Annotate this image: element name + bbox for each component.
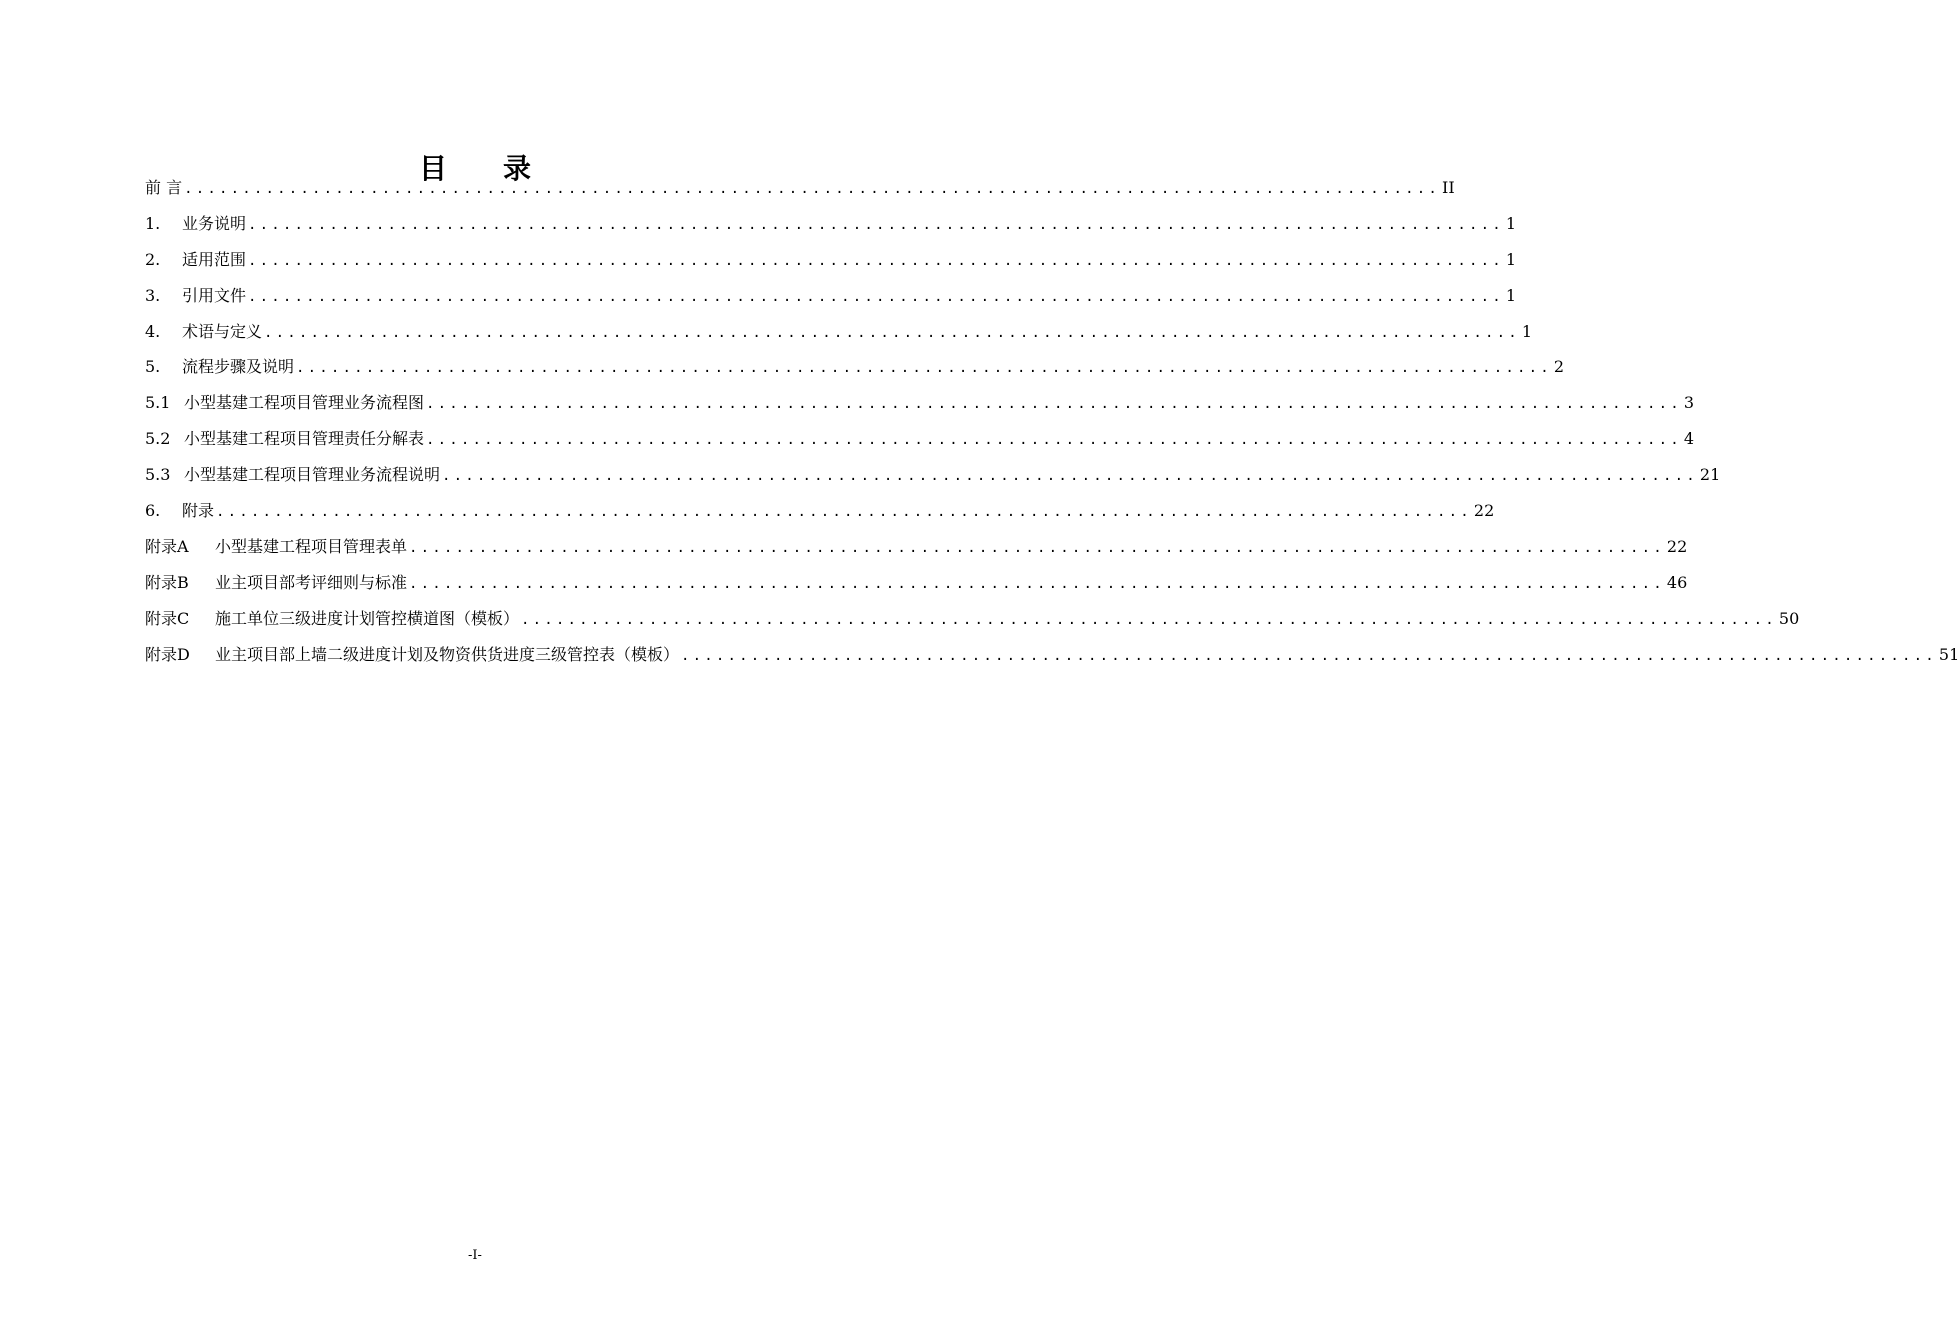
toc-entry-number: 6. — [145, 501, 161, 521]
toc-leader-dots: ............................................................................................................ — [521, 611, 1777, 628]
toc-leader-dots: ............................................................................................................ — [426, 396, 1682, 413]
toc-leader-dots: ............................................................................................................ — [264, 324, 1520, 341]
toc-entry-title: 施工单位三级进度计划管控横道图（模板） — [215, 608, 520, 628]
toc-entry-page: 4 — [1683, 429, 1695, 449]
toc-entry-page: 3 — [1683, 393, 1695, 413]
toc-entry-number: 附录A — [145, 536, 189, 556]
toc-entry-page: 46 — [1666, 572, 1688, 592]
toc-entry-page: 1 — [1521, 321, 1533, 341]
toc-entry-title: 小型基建工程项目管理业务流程说明 — [184, 465, 441, 485]
toc-entry-title: 业主项目部考评细则与标准 — [215, 572, 408, 592]
toc-entry-title: 流程步骤及说明 — [182, 357, 295, 377]
toc-entry-4[interactable] — [145, 314, 1533, 350]
toc-entry-appendix-a[interactable] — [145, 529, 1688, 565]
toc-leader-dots: ............................................................................................................ — [296, 360, 1552, 377]
toc-entry-page: 1 — [1505, 285, 1517, 305]
toc-leader-dots: ............................................................................................................ — [216, 504, 1472, 521]
toc-entry-title: 附录 — [182, 501, 215, 521]
toc-leader-dots: ............................................................................................................ — [409, 539, 1665, 556]
toc-leader-dots: ............................................................................................................ — [681, 647, 1937, 664]
toc-entry-number: 2. — [145, 249, 161, 269]
toc-entry-number: 附录D — [145, 644, 190, 664]
toc-entry-number: 5.3 — [145, 465, 171, 485]
toc-leader-dots: ............................................................................................................ — [248, 288, 1504, 305]
toc-entry-appendix-d[interactable] — [145, 637, 1959, 673]
toc-entry-number: 3. — [145, 285, 161, 305]
toc-leader-dots: ............................................................................................................ — [426, 432, 1682, 449]
toc-entry-1[interactable] — [145, 206, 1517, 242]
toc-entry-number: 5. — [145, 357, 161, 377]
toc-entry-page: 22 — [1666, 536, 1688, 556]
toc-entry-5[interactable] — [145, 349, 1565, 385]
toc-entry-number: 5.2 — [145, 429, 171, 449]
toc-entry-title: 小型基建工程项目管理表单 — [215, 536, 408, 556]
toc-entry-page: 1 — [1505, 249, 1517, 269]
toc-entry-number: 前 言 — [145, 178, 183, 197]
toc-entry-page: II — [1442, 178, 1455, 197]
toc-entry-title: 小型基建工程项目管理责任分解表 — [184, 429, 425, 449]
toc-entry-2[interactable] — [145, 242, 1517, 278]
toc-entry-6[interactable] — [145, 493, 1495, 529]
toc-entry-page: 2 — [1553, 357, 1565, 377]
toc-leader-dots: ............................................................................................................ — [248, 216, 1504, 233]
toc-leader-dots: ............................................................................................................ — [248, 252, 1504, 269]
toc-entry-title: 适用范围 — [182, 249, 247, 269]
toc-entry-page: 1 — [1505, 213, 1517, 233]
toc-entry-5-2[interactable] — [145, 421, 1695, 457]
toc-entry-preface[interactable] — [145, 170, 1455, 206]
toc-entry-page: 50 — [1778, 608, 1800, 628]
toc-entry-title: 业主项目部上墙二级进度计划及物资供货进度三级管控表（模板） — [215, 644, 680, 664]
toc-entry-number: 5.1 — [145, 393, 171, 413]
toc-entry-number: 4. — [145, 321, 161, 341]
toc-entry-number: 附录B — [145, 572, 189, 592]
toc-entry-title: 术语与定义 — [182, 321, 263, 341]
toc-leader-dots: ............................................................................................................ — [442, 468, 1698, 485]
toc-entry-5-3[interactable] — [145, 457, 1721, 493]
toc-entry-5-1[interactable] — [145, 385, 1695, 421]
toc-leader-dots: ............................................................................................................ — [184, 181, 1440, 197]
toc-entry-appendix-c[interactable] — [145, 601, 1800, 637]
toc-entry-page: 22 — [1473, 501, 1495, 521]
toc-entry-page: 51 — [1938, 644, 1959, 664]
toc-title: 目 录 — [418, 151, 531, 185]
toc-entry-title: 引用文件 — [182, 285, 247, 305]
page-number-footer: -I- — [468, 1248, 482, 1263]
toc-list — [145, 170, 1959, 672]
toc-entry-appendix-b[interactable] — [145, 565, 1688, 601]
toc-entry-number: 1. — [145, 213, 161, 233]
toc-entry-page: 21 — [1699, 465, 1721, 485]
toc-entry-title: 小型基建工程项目管理业务流程图 — [184, 393, 425, 413]
toc-entry-3[interactable] — [145, 278, 1517, 314]
toc-entry-number: 附录C — [145, 608, 190, 628]
toc-entry-title: 业务说明 — [182, 213, 247, 233]
toc-leader-dots: ............................................................................................................ — [409, 575, 1665, 592]
